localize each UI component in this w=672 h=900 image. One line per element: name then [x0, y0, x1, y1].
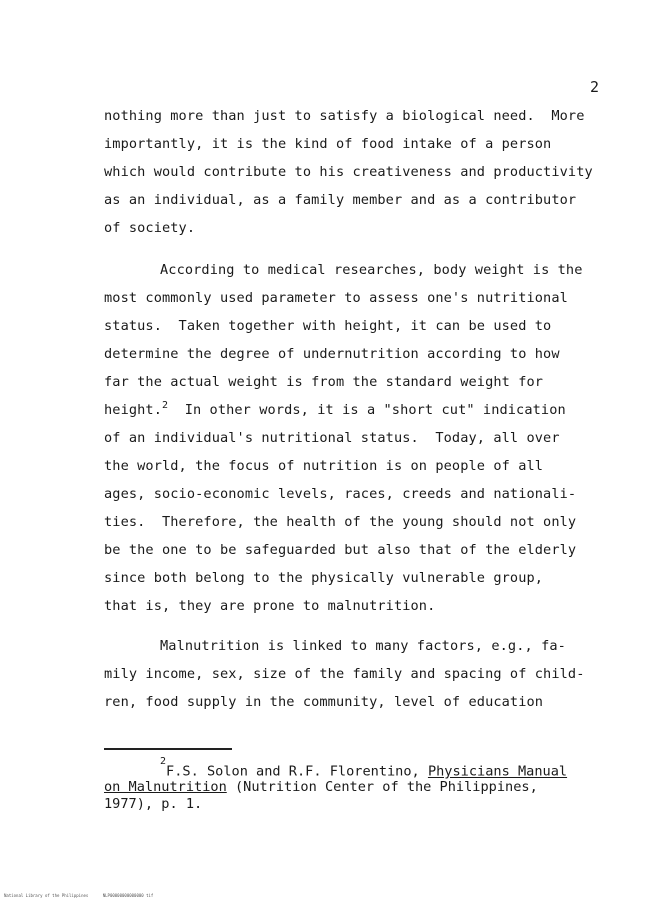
footnote-line-1 [160, 756, 568, 780]
body-line-10: far the actual weight is from the standard weight for [104, 374, 544, 390]
body-line-1: nothing more than just to satisfy a biological need. More [104, 108, 585, 124]
body-line-20: mily income, sex, size of the family and spacing of child- [104, 666, 585, 682]
body-line-14: ages, socio-economic levels, races, creeds and nationali- [104, 486, 577, 502]
body-line-8: status. Taken together with height, it can be used to [104, 318, 552, 334]
body-line-6: According to medical researches, body weight is the [160, 262, 583, 278]
footnote-rule [104, 748, 232, 750]
body-line-17: since both belong to the physically vulnerable group, [104, 570, 544, 586]
body-line-18: that is, they are prone to malnutrition. [104, 598, 436, 614]
footnote-title-part2: on Malnutrition [104, 779, 227, 795]
body-line-5: of society. [104, 220, 196, 236]
footnote-reference: 2 [162, 400, 169, 411]
footnote-line-2 [104, 779, 538, 795]
height-text: height. [104, 402, 162, 418]
body-line-15: ties. Therefore, the health of the young should not only [104, 514, 577, 530]
body-line-2: importantly, it is the kind of food intake of a person [104, 136, 552, 152]
body-line-21: ren, food supply in the community, level of education [104, 694, 544, 710]
body-line-16: be the one to be safeguarded but also that of the elderly [104, 542, 577, 558]
body-line-7: most commonly used parameter to assess one's nutritional [104, 290, 568, 306]
body-line-3: which would contribute to his creativeness and productivity [104, 164, 593, 180]
body-line-4: as an individual, as a family member and as a contributor [104, 192, 577, 208]
body-line-13: the world, the focus of nutrition is on people of all [104, 458, 544, 474]
footnote-publisher: (Nutrition Center of the Philippines, [226, 779, 538, 795]
short-cut-text: In other words, it is a "short cut" indication [168, 402, 566, 418]
footnote-authors: F.S. Solon and R.F. Florentino, [166, 763, 428, 780]
page-number: 2 [590, 78, 600, 96]
body-line-19: Malnutrition is linked to many factors, e.g., fa- [160, 638, 566, 654]
body-line-12: of an individual's nutritional status. Today, all over [104, 430, 560, 446]
footnote-title-part1: Physicians Manual [427, 763, 568, 780]
footnote-line-3: 1977), p. 1. [104, 796, 203, 812]
archive-stamp: National Library of the Philippines NLP00000000000000 tif [4, 893, 154, 898]
body-line-11 [104, 402, 566, 418]
body-line-9: determine the degree of undernutrition according to how [104, 346, 560, 362]
footnote-marker: 2 [160, 756, 167, 767]
